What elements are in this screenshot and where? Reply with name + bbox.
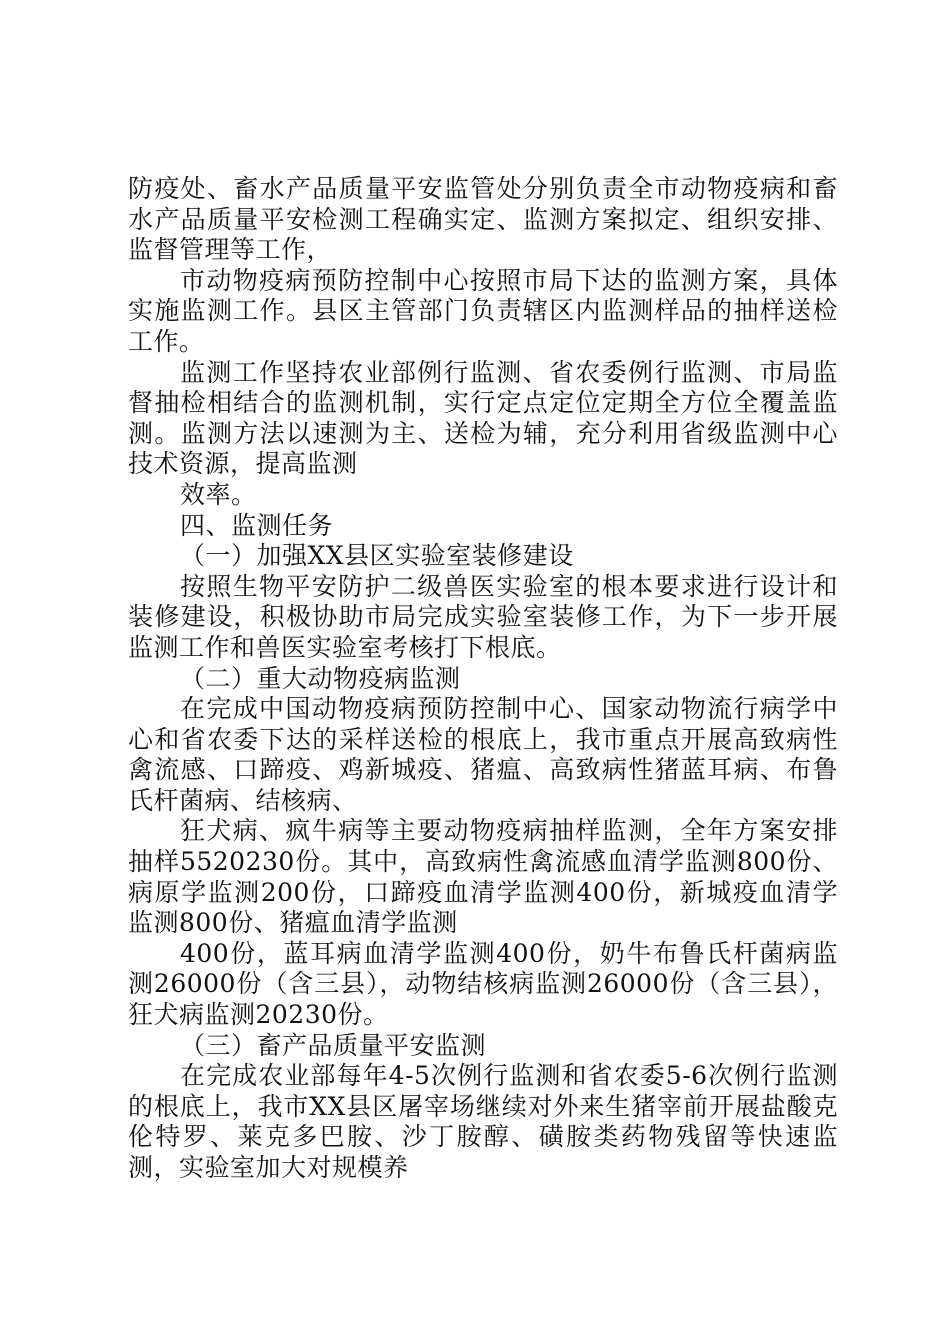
subsection-heading: （一）加强XX县区实验室装修建设 [180, 541, 574, 571]
subsection-heading: （三）畜产品质量平安监测 [180, 1030, 487, 1060]
paragraph: 狂犬病、疯牛病等主要动物疫病抽样监测，全年方案安排抽样5520230份。其中，高致病性禽流感血清学监测800份、病原学监测200份，口蹄疫血清学监测400份，新城疫血清学监测800份、猪瘟血清学监测 [128, 816, 838, 938]
paragraph: 在完成农业部每年4-5次例行监测和省农委5-6次例行监测的根底上，我市XX县区屠宰场继续对外来生猪宰前开展盐酸克伦特罗、莱克多巴胺、沙丁胺醇、磺胺类药物残留等快速监测，实验室加大对规模养 [128, 1061, 838, 1182]
paragraph: 监测工作坚持农业部例行监测、省农委例行监测、市局监督抽检相结合的监测机制，实行定点定位定期全方位全覆盖监测。监测方法以速测为主、送检为辅，充分利用省级监测中心技术资源，提高监测 [128, 357, 838, 479]
paragraph: 防疫处、畜水产品质量平安监管处分别负责全市动物疫病和畜水产品质量平安检测工程确实定、监测方案拟定、组织安排、监督管理等工作， [128, 174, 838, 265]
paragraph: 400份，蓝耳病血清学监测400份，奶牛布鲁氏杆菌病监测26000份（含三县），动物结核病监测26000份（含三县），狂犬病监测20230份。 [128, 938, 838, 1030]
paragraph: 效率。 [180, 479, 257, 509]
document-body [128, 174, 838, 1184]
paragraph: 按照生物平安防护二级兽医实验室的根本要求进行设计和装修建设，积极协助市局完成实验室装修工作，为下一步开展监测工作和兽医实验室考核打下根底。 [128, 571, 838, 662]
section-heading: 四、监测任务 [180, 510, 334, 540]
paragraph: 市动物疫病预防控制中心按照市局下达的监测方案，具体实施监测工作。县区主管部门负责辖区内监测样品的抽样送检工作。 [128, 265, 838, 356]
paragraph: 在完成中国动物疫病预防控制中心、国家动物流行病学中心和省农委下达的采样送检的根底上，我市重点开展高致病性禽流感、口蹄疫、鸡新城疫、猪瘟、高致病性猪蓝耳病、布鲁氏杆菌病、结核病、 [128, 694, 838, 815]
subsection-heading: （二）重大动物疫病监测 [180, 663, 461, 693]
